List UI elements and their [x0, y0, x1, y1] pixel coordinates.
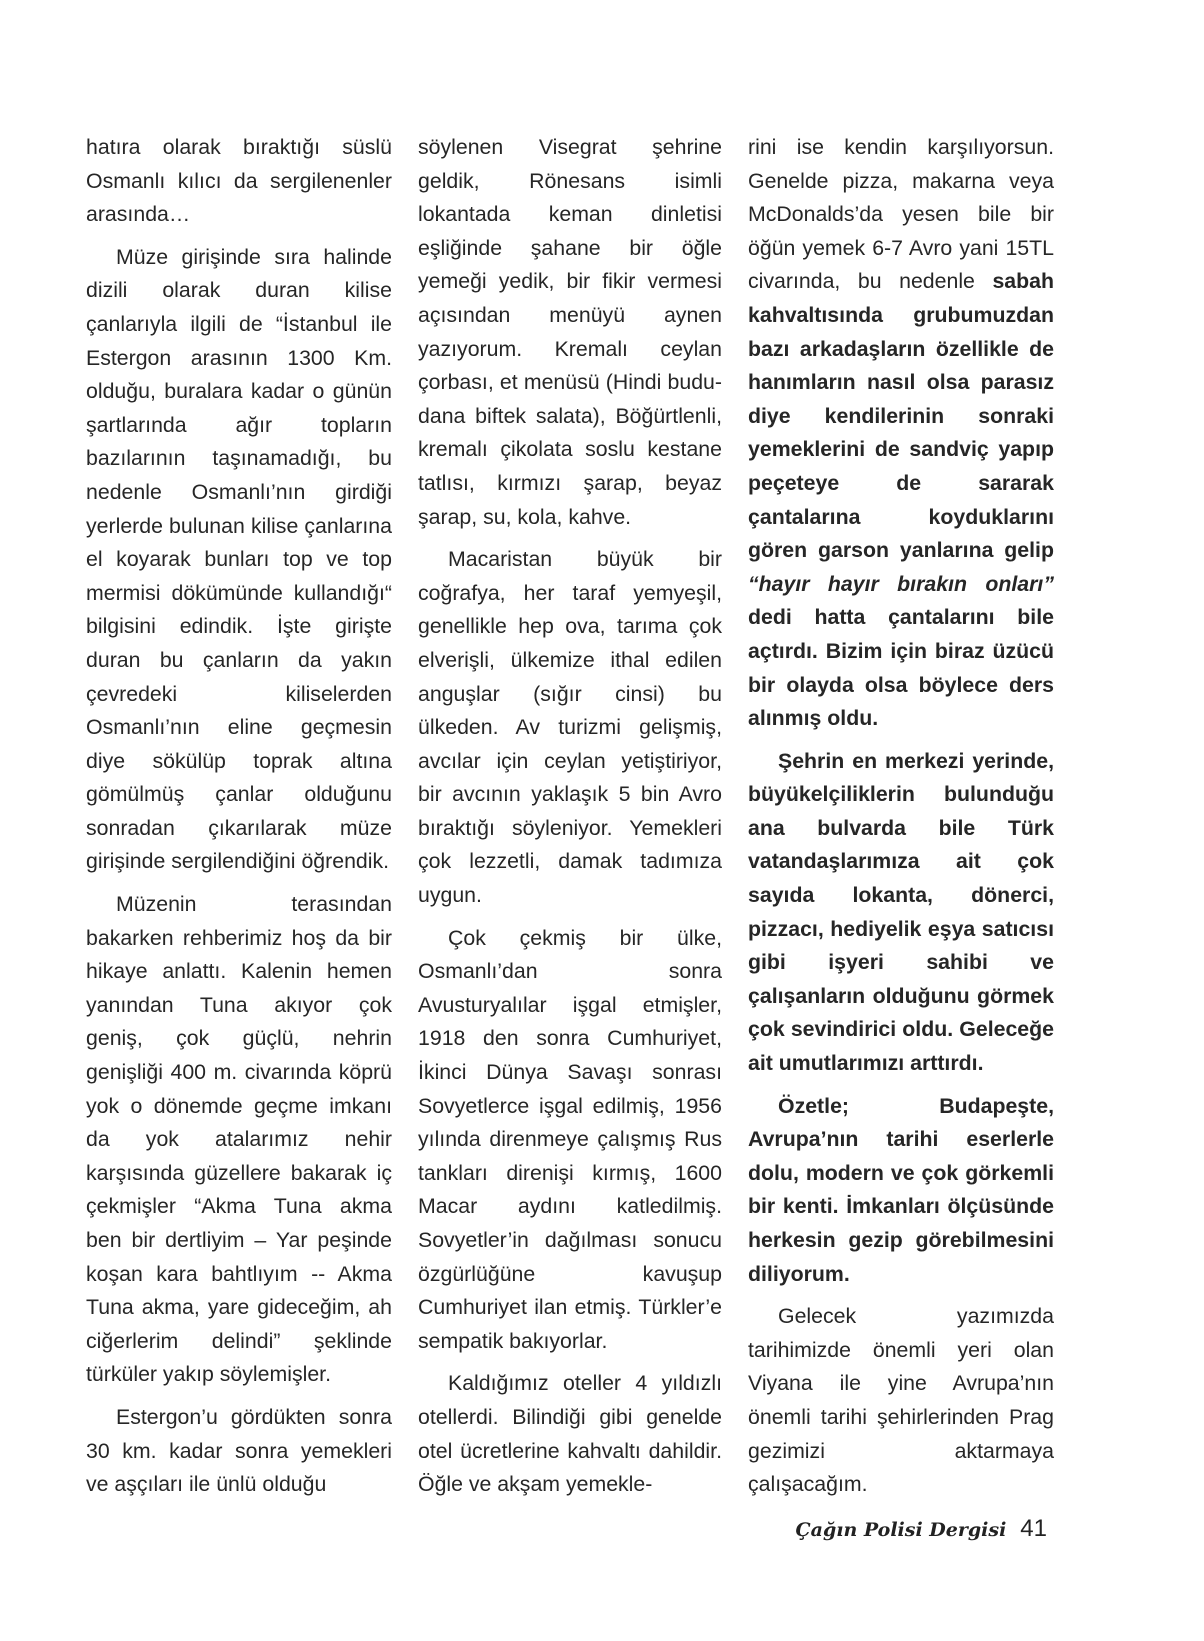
paragraph: Kaldığımız oteller 4 yıldızlı otellerdi. Bilindiği gibi genelde otel ücretlerine kahvaltı dahildir. Öğle ve akşam yemekle- — [418, 1371, 722, 1497]
quote-text: “hayır hayır bırakın onları” — [748, 571, 1054, 596]
paragraph: Şehrin en merkezi yerinde, büyükelçiliklerin bulunduğu ana bulvarda bile Türk vatandaşlarımıza ait çok sayıda lokanta, dönerci, pizzacı, hediyelik eşya satıcısı gibi işyeri sahibi ve çalışanların olduğunu görmek çok sevindirici oldu. Geleceğe ait umutlarımızı arttırdı. — [748, 748, 1054, 1076]
paragraph: Çok çekmiş bir ülke, Osmanlı’dan sonra Avusturyalılar işgal etmişler, 1918 den sonra Cumhuriyet, İkinci Dünya Savaşı sonrası Sovyetlerce işgal edilmiş, 1956 yılında direnmeye çalışmış Rus tankları direnişi kırmış, 1600 Macar aydını katledilmiş. Sovyetler’in dağılması sonucu özgürlüğüne kavuşup Cumhuriyet ilan etmiş. Türkler’e sempatik bakıyorlar. — [418, 925, 722, 1353]
paragraph: Estergon’u gördükten sonra 30 km. kadar sonra yemekleri ve aşçıları ile ünlü olduğu — [86, 1404, 392, 1497]
paragraph-bold-text: sabah kahvaltısında grubumuzdan bazı arkadaşların özellikle de hanımların nasıl olsa parasız diye kendilerinin sonraki yemeklerini de sandviç yapıp peçeteye de sararak çantalarına koyduklarını gören garson yanlarına gelip — [748, 269, 1054, 563]
paragraph: Gelecek yazımızda tarihimizde önemli yeri olan Viyana ile yine Avrupa’nın önemli tarihi şehirlerinden Prag gezimizi aktarmaya çalışacağım. — [748, 1304, 1054, 1497]
paragraph: Özetle; Budapeşte, Avrupa’nın tarihi eserlerle dolu, modern ve çok görkemli bir kenti. İmkanları ölçüsünde herkesin gezip görebilmesini diliyorum. — [748, 1093, 1054, 1286]
paragraph: Macaristan büyük bir coğrafya, her taraf yemyeşil, genellikle hep ova, tarıma çok elverişli, ülkemize ithal edilen anguşlar (sığır cinsi) bu ülkeden. Av turizmi gelişmiş, avcılar için ceylan yetiştiriyor, bir avcının yaklaşık 5 bin Avro bıraktığı söyleniyor. Yemekleri çok lezzetli, damak tadımıza uygun. — [418, 547, 722, 908]
paragraph-normal-text: rini ise kendin karşılıyorsun. Genelde pizza, makarna veya McDonalds’da yesen bile bir öğün yemek 6-7 Avro yani 15TL civarında, bu nedenle — [748, 135, 1054, 294]
paragraph: söylenen Visegrat şehrine geldik, Rönesans isimli lokantada keman dinletisi eşliğinde şahane bir öğle yemeği yedik, bir fikir vermesi açısından menüyü aynen yazıyorum. Kremalı ceylan çorbası, et menüsü (Hindi budu-dana biftek salata), Böğürtlenli, kremalı çikolata soslu kestane tatlısı, kırmızı şarap, beyaz şarap, su, kola, kahve. — [418, 135, 722, 529]
paragraph: Müze girişinde sıra halinde dizili olarak duran kilise çanlarıyla ilgili de “İstanbul ile Estergon arasının 1300 Km. olduğu, buralara kadar o günün şartlarında ağır topların bazılarının taşınamadığı, bu nedenle Osmanlı’nın girdiği yerlerde bulunan kilise çanlarına el koyarak bunları top ve top mermisi dökümünde kullandığı“ bilgisini edindik. İşte girişte duran bu çanların da yakın çevredeki kiliselerden Osmanlı’nın eline geçmesin diye sökülüp toprak altına gömülmüş çanlar olduğunu sonradan çıkarılarak müze girişinde sergilendiğini öğrendik. — [86, 244, 392, 874]
page-number: 41 — [1020, 1515, 1047, 1542]
paragraph-bold-text: dedi hatta çantalarını bile açtırdı. Bizim için biraz üzücü bir olayda olsa böylece ders alınmış oldu. — [748, 605, 1054, 731]
text-column-3 — [748, 131, 1054, 1502]
magazine-name: Çağın Polisi Dergisi — [795, 1519, 1007, 1541]
text-column-2 — [418, 131, 722, 1502]
text-column-1 — [86, 131, 392, 1502]
page-footer — [796, 1515, 1047, 1543]
paragraph: hatıra olarak bıraktığı süslü Osmanlı kılıcı da sergilenenler arasında… — [86, 135, 392, 227]
paragraph: Müzenin terasından bakarken rehberimiz hoş da bir hikaye anlattı. Kalenin hemen yanından Tuna akıyor çok geniş, çok güçlü, nehrin genişliği 400 m. civarında köprü yok o dönemde geçme imkanı da yok atalarımız nehir karşısında güzellere bakarak iç çekmişler “Akma Tuna akma ben bir dertliyim – Yar peşinde koşan kara bahtlıyım -- Akma Tuna akma, yare gideceğim, ah ciğerlerim delindi” şeklinde türküler yakıp söylemişler. — [86, 892, 392, 1387]
paragraph — [748, 131, 1054, 736]
